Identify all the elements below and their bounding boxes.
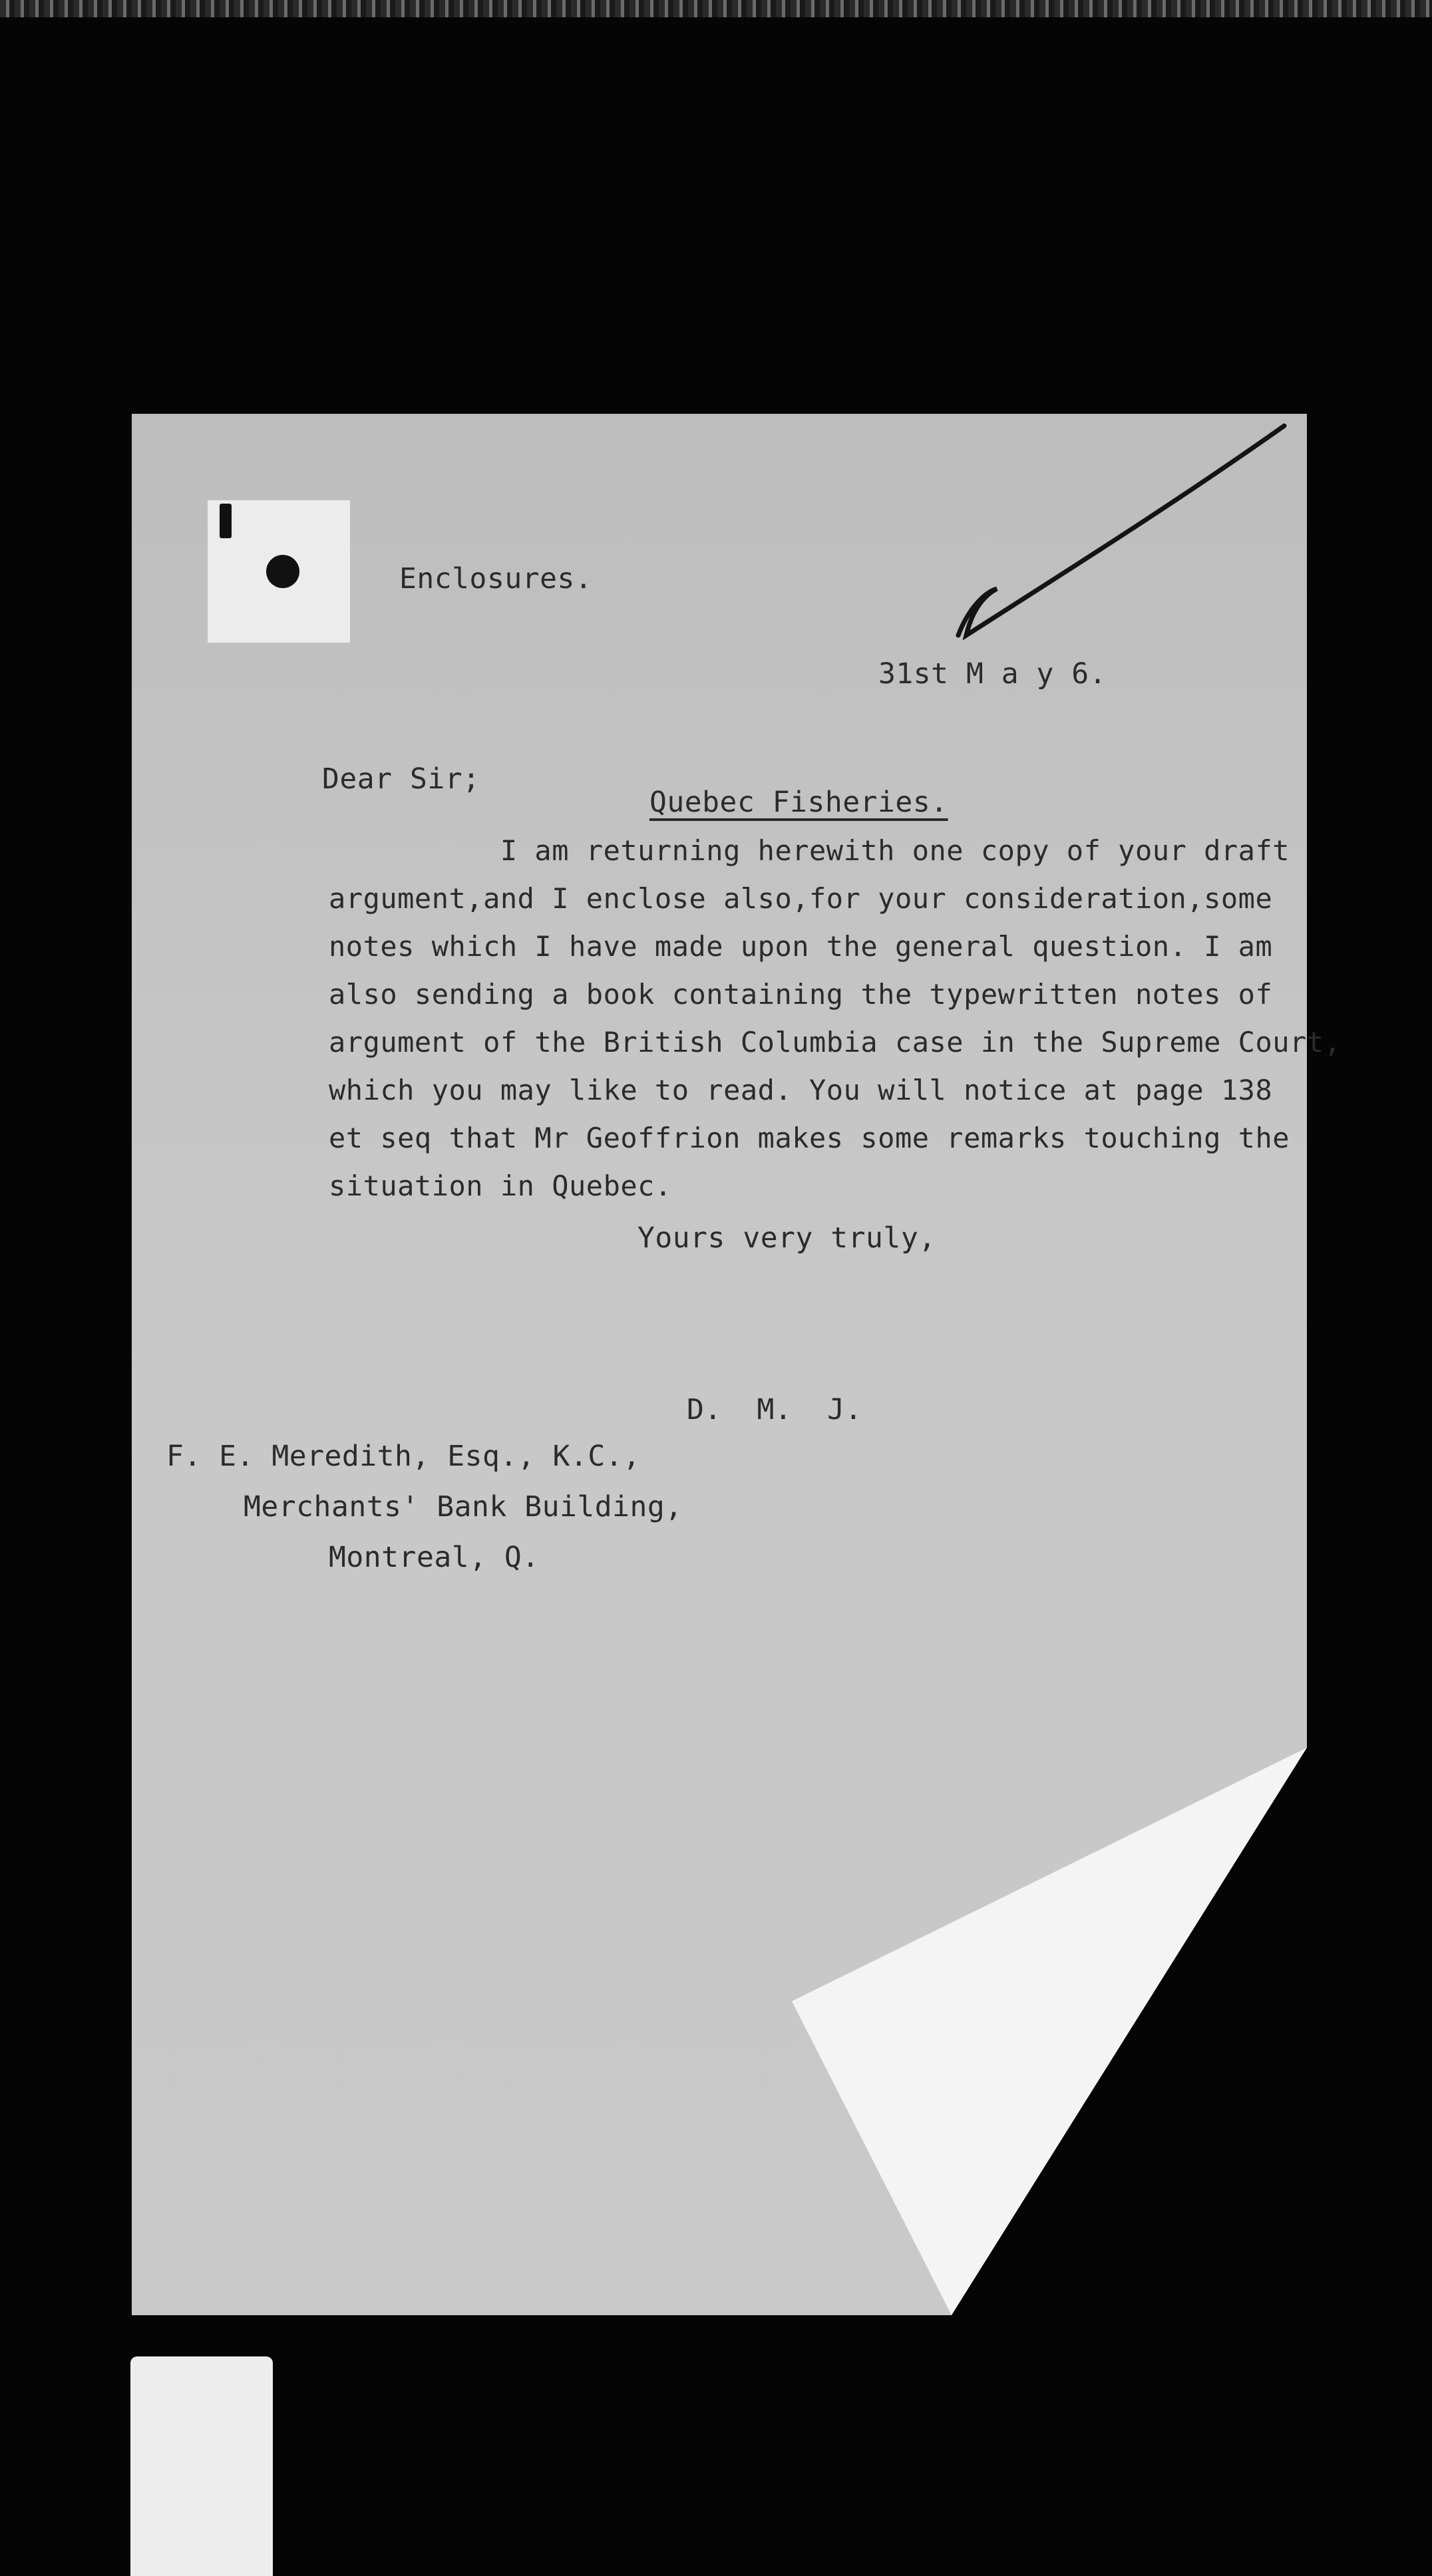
- closing: Yours very truly,: [637, 1221, 936, 1255]
- body-line: argument of the British Columbia case in the Supreme Court,: [329, 1026, 1342, 1058]
- signature-initials: D. M. J.: [687, 1393, 862, 1426]
- body-line: notes which I have made upon the general question. I am: [329, 930, 1273, 963]
- letter-date: 31st M a y 6.: [878, 657, 1107, 691]
- body-line: which you may like to read. You will notice at page 138: [329, 1074, 1273, 1106]
- enclosures-note: Enclosures.: [399, 562, 593, 595]
- body-line: also sending a book containing the typewritten notes of: [329, 978, 1273, 1011]
- body-line: situation in Quebec.: [329, 1170, 672, 1202]
- body-line: argument,and I enclose also,for your consideration,some: [329, 882, 1273, 915]
- punch-hole: [266, 555, 299, 588]
- body-line: et seq that Mr Geoffrion makes some remarks touching the: [329, 1122, 1290, 1154]
- recipient-address-line: Merchants' Bank Building,: [244, 1490, 683, 1524]
- bottom-tab: [130, 2356, 273, 2576]
- letter-page: [132, 414, 1307, 2315]
- recipient-city: Montreal, Q.: [329, 1541, 540, 1574]
- ink-mark: [220, 504, 232, 538]
- letter-subject: Quebec Fisheries.: [649, 786, 948, 819]
- salutation: Dear Sir;: [322, 762, 480, 796]
- body-line: I am returning herewith one copy of your draft: [329, 834, 1290, 867]
- recipient-name: F. E. Meredith, Esq., K.C.,: [166, 1440, 641, 1473]
- film-edge-strip: [0, 0, 1432, 17]
